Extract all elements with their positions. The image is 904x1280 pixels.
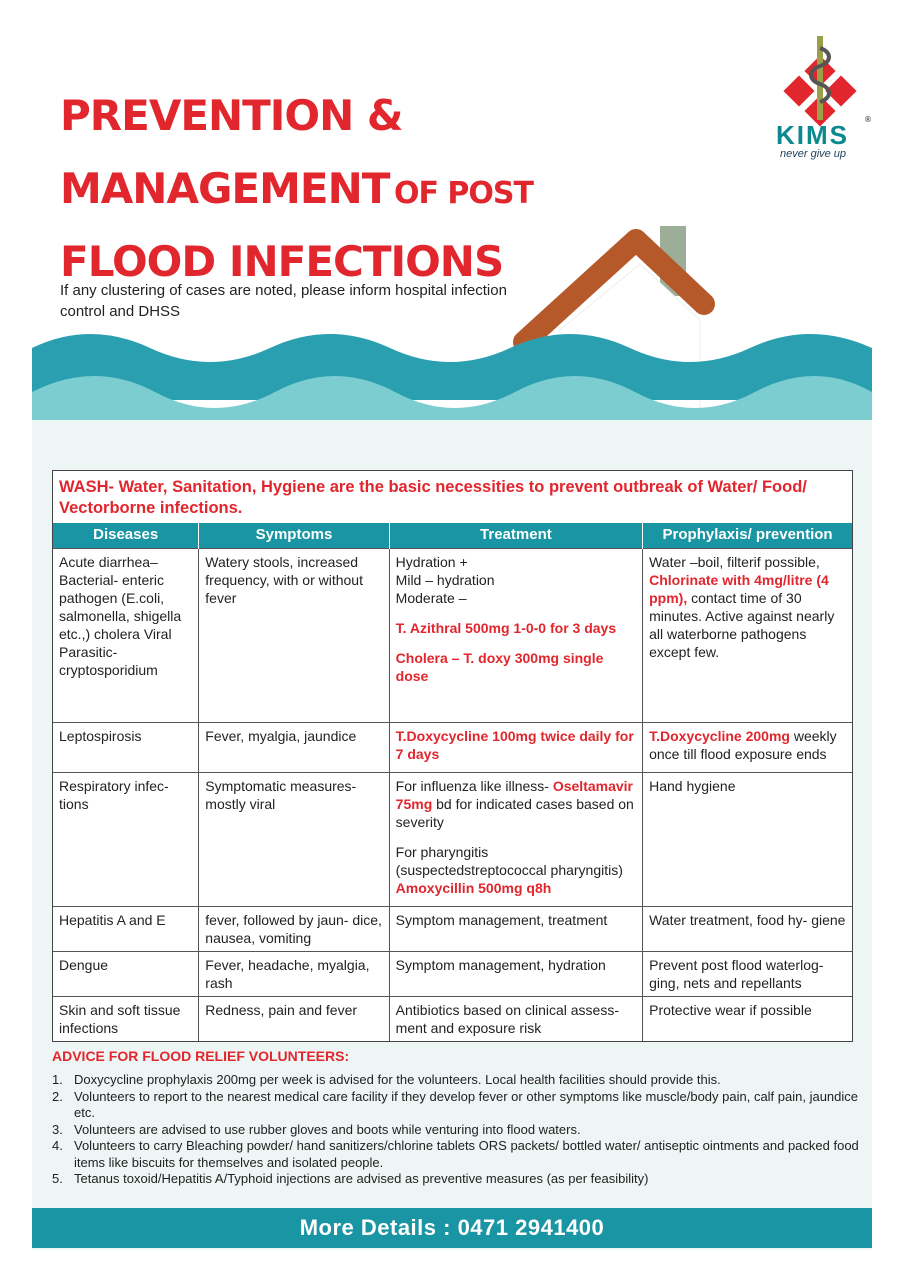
treatment-text: Mild – hydration [395, 571, 495, 588]
table-row [53, 996, 852, 1041]
cell-prevention [643, 951, 852, 996]
title-line-2-small: OF POST [393, 176, 533, 211]
prevention-text: contact time of 30 minutes. Active against nearly all waterborne pathogens except few. [649, 589, 835, 660]
cell-disease: Dengue [53, 951, 199, 996]
title-line-1: PREVENTION & [60, 91, 403, 140]
cell-symptoms: Watery stools, increased frequency, with or without fever [199, 548, 389, 722]
prevention-text: Hand hygiene [649, 777, 736, 794]
prevention-text: Water –boil, filterif possible, [649, 553, 820, 570]
treatment-text: T. Azithral 500mg 1-0-0 for 3 days [395, 619, 617, 636]
cell-prevention [643, 722, 852, 772]
header-diseases: Diseases [53, 523, 199, 548]
cell-symptoms: Fever, myalgia, jaundice [199, 722, 389, 772]
prevention-text: weekly once till flood exposure ends [649, 727, 837, 762]
subtitle: If any clustering of cases are noted, please inform hospital infection control and DHSS [60, 282, 507, 320]
wash-panel [52, 470, 853, 1042]
cell-symptoms: fever, followed by jaun- dice, nausea, vomiting [199, 906, 389, 951]
cell-disease: Respiratory infec- tions [53, 772, 199, 906]
cell-symptoms: Fever, headache, myalgia, rash [199, 951, 389, 996]
logo-tagline: never give up [780, 148, 847, 160]
advice-item: 1. Doxycycline prophylaxis 200mg per week is advised for the volunteers. Local health facilities should provide this. [52, 1072, 721, 1087]
cell-treatment [389, 996, 642, 1041]
advice-item: 4. Volunteers to carry Bleaching powder/ hand sanitizers/chlorine tablets ORS packets/ bottled water/ antiseptic ointments and packed food items like biscuits for themselves and isolated people. [52, 1138, 859, 1170]
table-row [53, 951, 852, 996]
cell-treatment [389, 951, 642, 996]
treatment-text: Oseltamavir 75mg [395, 777, 634, 812]
treatment-text: Symptom management, treatment [395, 911, 608, 928]
treatment-text: For pharyngitis (suspectedstreptococcal pharyngitis) [395, 843, 623, 878]
disease-table [53, 523, 852, 1041]
advice-item-text: Volunteers to report to the nearest medical care facility if they develop fever or other symptoms like muscle/body pain, calf pain, jaundice etc. [74, 1088, 859, 1120]
treatment-text: bd for indicated cases based on severity [395, 795, 634, 830]
cell-disease: Leptospirosis [53, 722, 199, 772]
advice-list [52, 1072, 862, 1188]
prevention-text: Prevent post flood waterlog- ging, nets and repellants [649, 956, 824, 991]
cell-symptoms: Redness, pain and fever [199, 996, 389, 1041]
table-row [53, 722, 852, 772]
treatment-text: For influenza like illness- [395, 777, 553, 794]
wash-heading: WASH- Water, Sanitation, Hygiene are the basic necessities to prevent outbreak of Water/ Food/ Vectorborne infections. [59, 478, 807, 517]
cell-treatment [389, 722, 642, 772]
treatment-text: Symptom management, hydration [395, 956, 606, 973]
cell-treatment [389, 772, 642, 906]
header-symptoms: Symptoms [199, 523, 389, 548]
table-row [53, 548, 852, 722]
cell-prevention [643, 548, 852, 722]
table-row [53, 906, 852, 951]
title-line-2: MANAGEMENT [60, 164, 390, 213]
cell-disease: Skin and soft tissue infections [53, 996, 199, 1041]
advice-item: 5. Tetanus toxoid/Hepatitis A/Typhoid injections are advised as preventive measures (as per feasibility) [52, 1171, 649, 1186]
advice-item-text: Volunteers are advised to use rubber gloves and boots while venturing into flood waters. [74, 1121, 581, 1137]
cell-prevention [643, 772, 852, 906]
advice-item-text: Tetanus toxoid/Hepatitis A/Typhoid injections are advised as preventive measures (as per feasibility) [74, 1171, 649, 1186]
wave-dark [32, 334, 872, 400]
title-line-3: FLOOD INFECTIONS [60, 237, 504, 286]
prevention-text: Water treatment, food hy- giene [649, 911, 846, 928]
registered-mark: ® [864, 115, 872, 124]
advice-item: 2. Volunteers to report to the nearest medical care facility if they develop fever or other symptoms like muscle/body pain, calf pain, jaundice etc. [52, 1088, 859, 1120]
advice-item-text: Doxycycline prophylaxis 200mg per week is advised for the volunteers. Local health facilities should provide this. [74, 1072, 721, 1087]
advice-title: ADVICE FOR FLOOD RELIEF VOLUNTEERS: [52, 1048, 350, 1064]
advice-item: 3. Volunteers are advised to use rubber gloves and boots while venturing into flood waters. [52, 1121, 581, 1137]
treatment-text: Amoxycillin 500mg q8h [395, 879, 552, 896]
table-row [53, 772, 852, 906]
treatment-text: Moderate – [395, 589, 467, 606]
header-treatment: Treatment [389, 523, 642, 548]
cell-treatment [389, 906, 642, 951]
prevention-text: Chlorinate with 4mg/litre (4 ppm), [649, 571, 829, 606]
cell-disease: Acute diarrhea– Bacterial- enteric pathogen (E.coli, salmonella, shigella etc.,) cholera Viral Parasitic- cryptosporidium [53, 548, 199, 722]
cell-prevention [643, 996, 852, 1041]
treatment-text: Antibiotics based on clinical assess- ment and exposure risk [395, 1001, 620, 1036]
treatment-text: Hydration + [395, 553, 468, 570]
prevention-text: T.Doxycycline 200mg [649, 727, 790, 744]
logo-name: KIMS [776, 120, 849, 150]
footer-contact: More Details : 0471 2941400 [32, 1208, 872, 1248]
table-body [53, 548, 852, 1041]
treatment-text: T.Doxycycline 100mg twice daily for 7 days [395, 727, 634, 762]
table-header-row [53, 523, 852, 548]
cell-treatment [389, 548, 642, 722]
cell-prevention [643, 906, 852, 951]
prevention-text: Protective wear if possible [649, 1001, 812, 1018]
header-prevention: Prophylaxis/ prevention [643, 523, 852, 548]
cell-symptoms: Symptomatic measures- mostly viral [199, 772, 389, 906]
advice-item-text: Volunteers to carry Bleaching powder/ hand sanitizers/chlorine tablets ORS packets/ bottled water/ antiseptic ointments and packed food items like biscuits for themselves and isolated people. [74, 1138, 859, 1170]
treatment-text: Cholera – T. doxy 300mg single dose [395, 649, 604, 684]
cell-disease: Hepatitis A and E [53, 906, 199, 951]
